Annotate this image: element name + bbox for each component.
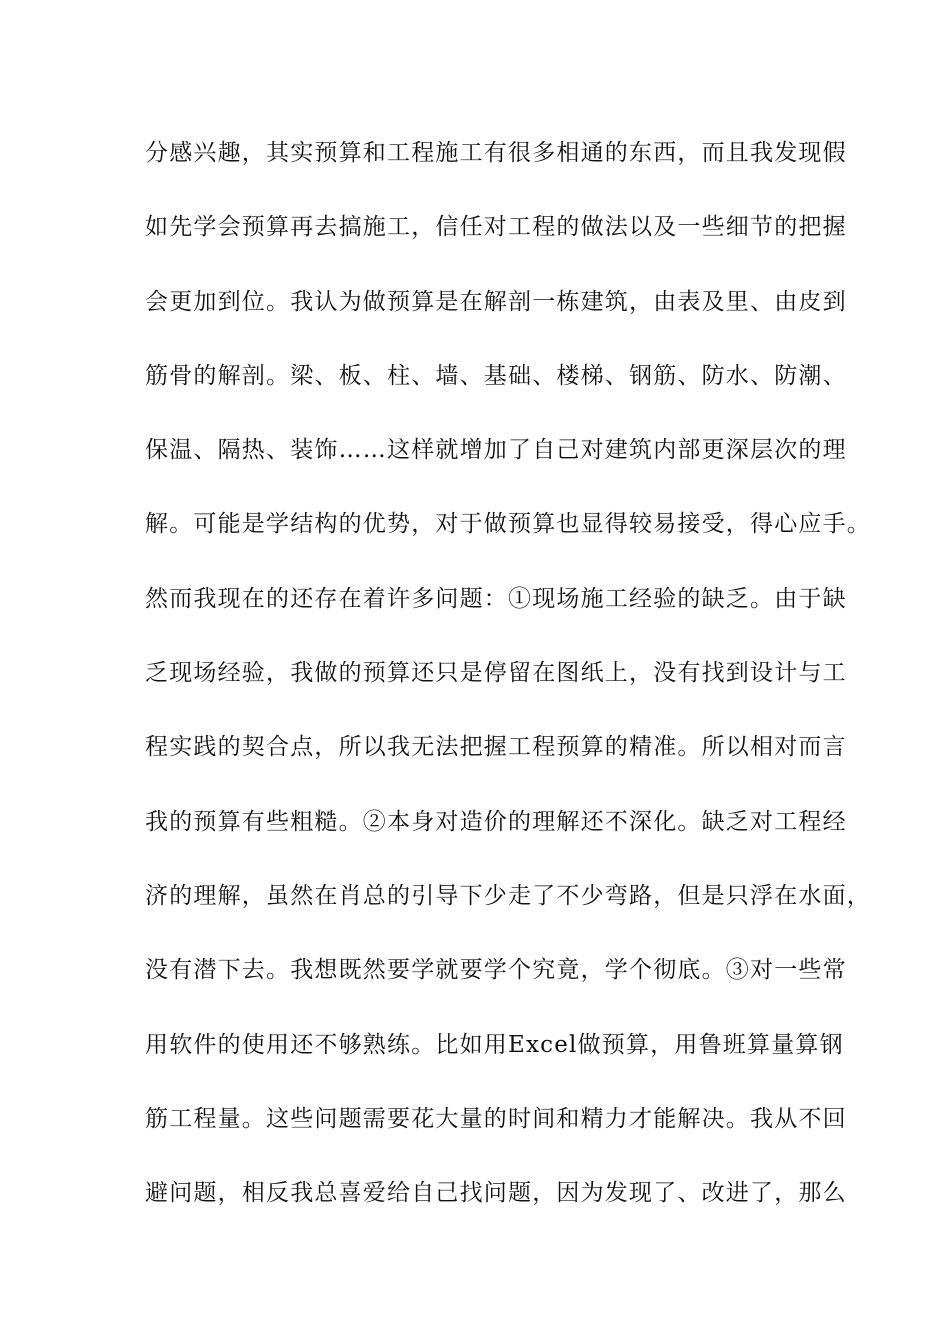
text-line: 会更加到位。我认为做预算是在解剖一栋建筑，由表及里、由皮到 [145, 288, 847, 315]
text-line: 如先学会预算再去搞施工，信任对工程的做法以及一些细节的把握 [145, 214, 847, 241]
text-line: 济的理解，虽然在肖总的引导下少走了不少弯路，但是只浮在水面， [145, 882, 871, 909]
text-line: 用软件的使用还不够熟练。比如用Excel做预算，用鲁班算量算钢 [145, 1031, 844, 1058]
text-line: 然而我现在的还存在着许多问题：①现场施工经验的缺乏。由于缺 [145, 585, 847, 612]
text-line: 分感兴趣，其实预算和工程施工有很多相通的东西，而且我发现假 [145, 140, 847, 166]
text-line: 解。可能是学结构的优势，对于做预算也显得较易接受，得心应手。 [145, 511, 871, 538]
text-line: 程实践的契合点，所以我无法把握工程预算的精准。所以相对而言 [145, 734, 847, 761]
text-line: 筋工程量。这些问题需要花大量的时间和精力才能解决。我从不回 [145, 1105, 847, 1132]
body-text [145, 128, 871, 1242]
text-line: 保温、隔热、装饰……这样就增加了自己对建筑内部更深层次的理 [145, 437, 847, 464]
text-line: 乏现场经验，我做的预算还只是停留在图纸上，没有找到设计与工 [145, 660, 847, 687]
text-line: 避问题，相反我总喜爱给自己找问题，因为发现了、改进了，那么 [145, 1180, 847, 1207]
text-line: 我的预算有些粗糙。②本身对造价的理解还不深化。缺乏对工程经 [145, 808, 847, 835]
text-line: 没有潜下去。我想既然要学就要学个究竟，学个彻底。③对一些常 [145, 957, 847, 984]
text-line: 筋骨的解剖。梁、板、柱、墙、基础、楼梯、钢筋、防水、防潮、 [145, 362, 847, 389]
